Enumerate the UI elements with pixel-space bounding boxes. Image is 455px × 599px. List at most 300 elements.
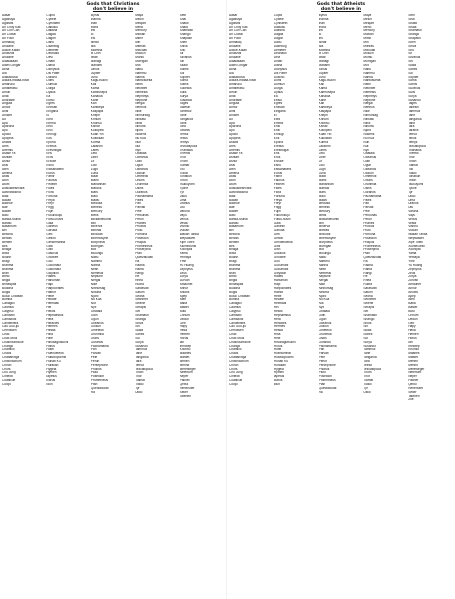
god-name: Breid — [229, 275, 237, 279]
god-name: Kane — [318, 98, 327, 102]
god-name: Zeus — [179, 271, 187, 275]
god-name: Sarasvati — [363, 286, 377, 290]
god-name: Jupiter — [90, 71, 101, 75]
god-name: Dionysus — [273, 67, 287, 71]
god-name: Ixtab — [90, 56, 98, 60]
god-name: Dumuzi — [46, 83, 58, 87]
god-name: Erzulie — [46, 160, 57, 164]
god-name: Wepwawet — [408, 236, 424, 240]
god-name: Ninkasi — [135, 117, 146, 121]
god-name: Melch — [135, 17, 144, 21]
god-name: Huehueteotl — [273, 352, 291, 356]
god-name: Rangi — [363, 271, 372, 275]
god-name: Imhotep — [179, 344, 192, 348]
god-name: Jupiter — [318, 71, 329, 75]
god-name: Ukko — [408, 194, 416, 198]
god-name: Sucellus — [179, 87, 192, 91]
god-name: Ao — [2, 117, 6, 121]
god-name: Emma — [46, 121, 56, 125]
god-name: Nergal — [135, 102, 145, 106]
god-name: Nodens — [363, 133, 375, 137]
god-name: Skadi — [135, 329, 144, 333]
god-name: Maya — [363, 14, 372, 17]
god-name: Ares — [2, 144, 9, 148]
god-name: Meno — [135, 25, 144, 29]
god-name: Khnum — [90, 117, 101, 121]
god-name: Amarucu — [2, 83, 15, 87]
god-name: Ymir — [408, 260, 415, 263]
god-name: Luna — [90, 171, 98, 175]
god-name: Indra — [318, 25, 326, 29]
god-name: Ouranos — [135, 190, 148, 194]
god-name: Hanuman — [273, 279, 288, 283]
god-name: Oceanus — [363, 156, 377, 160]
god-name: Tiki — [179, 167, 185, 171]
god-name: Onuris — [363, 179, 373, 183]
god-name: Dazhbog — [273, 44, 287, 48]
god-name: Bachue — [2, 202, 13, 206]
god-name: Bes — [229, 244, 235, 248]
god-name: Shai — [179, 17, 186, 21]
god-name: Ashtart — [229, 156, 240, 160]
god-name: Heka — [408, 329, 416, 333]
god-name: Fukurokuju — [46, 213, 63, 217]
god-name: Hurakan — [273, 363, 286, 367]
god-name: Nu Kua — [90, 298, 102, 302]
god-name: Varuna — [179, 210, 190, 214]
god-name: Buto — [408, 309, 415, 313]
god-name: Ogun — [318, 317, 327, 321]
god-name: Prometheus — [135, 244, 153, 248]
god-name: Tara — [135, 359, 142, 363]
god-name: Baal — [2, 194, 9, 198]
god-name: Ra — [90, 390, 95, 394]
god-name: Manannan — [90, 183, 106, 187]
god-name: Tiki — [408, 167, 414, 171]
god-name: Parvati — [90, 352, 101, 356]
god-name: Aasar — [2, 14, 11, 17]
god-name: Sedna — [135, 294, 145, 298]
god-name: Pele — [363, 210, 370, 214]
god-name: Njord — [363, 129, 372, 133]
god-name: Qebui — [179, 383, 189, 386]
god-name: Ahuitzotl — [229, 52, 242, 56]
god-name: Lakshmi — [318, 144, 331, 148]
god-name: Leto — [318, 152, 325, 156]
god-name: Venus — [408, 217, 418, 221]
god-name: Andraste — [229, 98, 242, 102]
god-name: Phanes — [135, 221, 146, 225]
god-name: Buddha — [2, 286, 13, 290]
god-name: Apep — [179, 294, 188, 298]
god-name: Dedun — [179, 317, 189, 321]
god-name: Neptune — [90, 275, 103, 279]
god-name: Melch — [363, 17, 372, 21]
god-name: Gwydion — [273, 271, 287, 275]
god-name: Ashtart — [2, 156, 13, 160]
god-name: Amaterasu — [2, 87, 18, 91]
god-name: Fujin — [46, 210, 54, 214]
god-name: Mawu — [318, 198, 328, 202]
god-name: Io — [318, 33, 322, 37]
god-name: Yama — [179, 252, 188, 256]
god-name: Tane — [135, 352, 143, 356]
god-name-columns — [2, 14, 224, 599]
god-name: Phobos — [363, 225, 375, 229]
god-name: Bumba — [229, 298, 240, 302]
god-name: Kishar — [318, 125, 328, 129]
god-name: Faunus — [273, 179, 285, 183]
god-name: Ometeotl — [363, 175, 377, 179]
god-name: Eurus — [46, 171, 55, 175]
god-name: Mars — [318, 190, 326, 194]
god-name: Perkunas — [363, 213, 377, 217]
god-name: Hathor — [273, 290, 284, 294]
god-name: Hapi — [273, 283, 281, 287]
god-name: Radha — [363, 263, 373, 267]
god-name: Tyr — [363, 386, 368, 390]
god-name: Nergal — [363, 102, 373, 106]
god-name: Shen — [408, 40, 416, 44]
god-name: Anuket — [229, 113, 239, 117]
god-name: Prometheus — [318, 379, 336, 383]
god-name: Kagu-tsuchi — [90, 79, 108, 83]
god-name: Fukurokuju — [273, 213, 290, 217]
god-name: Dumuzi — [273, 83, 285, 87]
god-name: Obatala — [90, 309, 102, 313]
god-name: Morrigan — [135, 60, 148, 64]
god-name: Eos — [46, 137, 52, 140]
god-name: Coatlicue — [2, 379, 16, 383]
god-name: Sopdet — [408, 75, 419, 79]
god-name: Sin — [408, 60, 413, 64]
god-name: Anat — [2, 94, 9, 98]
god-name: Tane — [363, 352, 371, 356]
god-name: Kishar — [90, 125, 100, 129]
god-name: Camazotz — [2, 317, 17, 321]
god-name: Cerridwen — [2, 329, 17, 333]
god-name: Maat — [90, 175, 98, 179]
god-name: Mawu — [90, 198, 100, 202]
god-name: Mercury — [363, 29, 375, 33]
name-column — [319, 14, 363, 599]
god-name: Zephyrus — [179, 267, 193, 271]
god-name: Ninhursag — [318, 286, 334, 290]
god-name: Shapash — [408, 37, 421, 41]
god-name: Set — [135, 309, 140, 313]
god-name: Ra — [135, 260, 140, 263]
god-name: Mictlan — [135, 33, 146, 37]
god-name: Thoth — [135, 371, 144, 375]
god-name: Pluto — [135, 229, 143, 233]
god-name: Diana — [273, 63, 283, 67]
god-name: Ishtar — [90, 40, 99, 44]
god-name: Ea — [46, 94, 51, 98]
god-name: Tara — [363, 359, 370, 363]
god-name: Ahmakiq — [229, 40, 242, 44]
god-name: Tatenen — [179, 394, 191, 398]
god-name: Mithras — [318, 229, 330, 233]
god-name: Okeanos — [318, 321, 332, 325]
god-name: Orunmila — [318, 333, 332, 337]
god-name: Hapi — [46, 283, 53, 287]
god-name: Priapus — [363, 240, 375, 244]
god-name: Sol — [179, 71, 185, 75]
god-name: Hera — [273, 317, 281, 321]
god-name: Arawa — [2, 140, 12, 144]
god-name: Medusa — [90, 202, 103, 206]
god-name: Susanoo — [179, 98, 193, 102]
god-name: Orunmila — [135, 183, 149, 187]
god-name: Montu — [363, 56, 373, 60]
god-name: Njord — [318, 294, 327, 298]
god-name: Erebus — [46, 144, 57, 148]
god-name: Hel — [46, 306, 52, 310]
god-name: Tefnut — [408, 133, 417, 137]
god-name: Brahma — [229, 263, 241, 267]
god-name: Enki — [273, 125, 280, 129]
god-name: Bhaga — [2, 248, 12, 252]
god-name: Aasar — [229, 14, 238, 17]
god-name: Ometeotl — [318, 329, 332, 333]
god-name: Neith — [135, 83, 143, 87]
god-name: Hebe — [273, 294, 282, 298]
god-name: Ah Puch — [229, 37, 242, 41]
god-name: Olokun — [318, 325, 329, 329]
god-name: Durga — [46, 87, 56, 91]
god-name: Freyr — [273, 202, 282, 206]
god-name: Mot — [318, 248, 324, 252]
god-name: Mithras — [90, 229, 102, 233]
god-name: Poseidon — [363, 236, 377, 240]
god-name: Kokopelli — [318, 129, 332, 133]
god-name: Sin — [363, 325, 368, 329]
page-divider — [226, 0, 227, 599]
god-name: Hygeia — [46, 367, 57, 371]
god-name: Nabu — [363, 67, 372, 71]
god-name-columns — [229, 14, 453, 599]
god-name: Set — [363, 309, 369, 313]
god-name: Vesta — [179, 221, 188, 225]
god-name: Pachamama — [318, 344, 337, 348]
god-name: Alakaloosa — [2, 75, 18, 79]
god-name: Surya — [179, 94, 188, 98]
god-name: Anhor — [2, 106, 11, 110]
god-name: Anguta — [229, 102, 240, 106]
god-name: Chattaninga — [229, 356, 247, 360]
god-name: Neptune — [135, 98, 148, 102]
god-name: Aiaalakaan — [2, 60, 18, 64]
god-name: Khepri — [90, 113, 101, 117]
god-name: Janus — [90, 67, 100, 71]
god-name: Amun — [229, 90, 238, 94]
god-name: Fafnir — [273, 175, 282, 179]
god-name: Shamash — [135, 313, 149, 317]
god-name: Vesta — [408, 221, 417, 225]
god-name: Daksha — [46, 29, 58, 33]
god-name: Illyrus — [318, 14, 327, 17]
god-name: Ukko — [135, 390, 143, 394]
god-name: Ninlil — [135, 121, 143, 125]
god-name: Utu — [179, 206, 185, 210]
name-column — [91, 14, 134, 599]
god-name: Huitzilopochtli — [273, 356, 294, 360]
god-name: Thor — [408, 156, 415, 160]
god-name: Benten — [2, 240, 13, 244]
god-name: Camaxtli — [229, 313, 242, 317]
god-name: Agdistis — [2, 21, 14, 25]
christians-list-title — [2, 2, 224, 12]
god-name: Apa — [2, 121, 8, 125]
god-name: Nantosuelta — [363, 79, 381, 83]
god-name: Illyrus — [90, 14, 100, 17]
god-name: Wakan Tanka — [179, 233, 199, 237]
god-name: Utu — [408, 206, 414, 210]
god-name: Danu — [273, 40, 282, 44]
god-name: Harpocrates — [273, 286, 292, 290]
god-name: Serapis — [135, 306, 146, 310]
god-name: Lugh — [90, 167, 98, 171]
god-name: Inari — [318, 21, 325, 25]
god-name: Shiva — [408, 44, 417, 48]
god-name: Eos — [273, 137, 280, 140]
god-name: Nekhbet — [135, 87, 148, 91]
god-name: Alakaloosa — [229, 75, 245, 79]
god-name: Kasyapa — [318, 110, 331, 114]
god-name: Xochipilli — [408, 248, 421, 252]
god-name: Pele — [318, 356, 325, 360]
god-name: Nephthys — [135, 94, 149, 98]
god-name: Sobek — [179, 67, 189, 71]
god-name: Yemaya — [179, 256, 191, 260]
god-name: Mnemosyne — [318, 236, 336, 240]
god-name: Asase Ya — [229, 152, 243, 156]
god-name: Perkunas — [135, 213, 149, 217]
god-name: Bragi — [2, 260, 10, 263]
god-name: Ogun — [363, 163, 372, 167]
god-name: Min — [90, 221, 96, 225]
god-name: Parvati — [135, 206, 146, 210]
god-name: Andraste — [2, 98, 15, 102]
god-name: Sekhmet — [135, 298, 148, 302]
god-name: Perun — [135, 217, 144, 221]
god-name: Itzamna — [90, 48, 103, 52]
god-name: Themis — [179, 152, 191, 156]
name-column — [135, 14, 178, 599]
god-name: Okeanos — [90, 321, 104, 325]
god-name: Coatlicue — [229, 379, 243, 383]
god-name: Hunab Ku — [273, 359, 288, 363]
god-name: Chibchachum — [2, 359, 22, 363]
god-name: Mimir — [363, 37, 372, 41]
god-name: Heracles — [46, 321, 59, 325]
god-name: Doris — [273, 79, 282, 83]
god-name: Arawa — [229, 140, 239, 144]
god-name: Tane — [179, 113, 187, 117]
god-name: Obatala — [135, 152, 147, 156]
god-name: Sobek — [408, 67, 418, 71]
god-name: Tiamat — [179, 163, 190, 167]
god-name: Alaura-mataa-rusib — [2, 79, 30, 83]
god-name: Ninlil — [363, 121, 371, 125]
god-name: Mixcoatl — [90, 233, 103, 237]
god-name: Cabaguil — [2, 302, 15, 306]
god-name: Thoth — [363, 371, 372, 375]
god-name: Maahes — [408, 352, 420, 356]
god-name: Nergal — [90, 279, 101, 283]
god-name: Hina — [46, 333, 53, 337]
god-name: Eurus — [273, 171, 283, 175]
god-name: Inari — [90, 21, 97, 25]
god-name: Bachue — [229, 202, 240, 206]
god-name: Min — [135, 40, 141, 44]
god-name: Hanuman — [46, 279, 61, 283]
god-name: Kanaloa — [318, 94, 331, 98]
god-name: Tonatiuh — [408, 175, 421, 179]
god-name: Uma — [408, 198, 415, 202]
god-name: Sif — [408, 52, 412, 56]
god-name: Thanatos — [408, 148, 422, 152]
god-name: Sobek — [363, 333, 373, 337]
god-name: Brahma — [2, 263, 14, 267]
god-name: Egres — [273, 102, 283, 106]
god-name: Ennugi — [273, 133, 284, 137]
god-name: Nut — [90, 302, 96, 306]
god-name: Athena — [229, 171, 240, 175]
god-name: Vishnu — [408, 225, 418, 229]
god-name: Khnum — [318, 117, 329, 121]
god-name: Hecate — [273, 298, 284, 302]
god-name: Luna — [318, 171, 326, 175]
god-name: Demeter — [273, 48, 287, 52]
god-name: Ah Cun Can — [229, 29, 247, 33]
god-name: Ptah — [90, 383, 98, 386]
god-name: Wakan Tanka — [408, 233, 428, 237]
god-name: Fedelm — [46, 183, 58, 187]
god-name: Mot — [135, 63, 141, 67]
god-name: Nyx — [135, 148, 141, 152]
god-name: Rama — [363, 267, 372, 271]
name-column — [46, 14, 89, 599]
god-name: Camaxtli — [2, 313, 15, 317]
god-name: Dagda — [273, 33, 284, 37]
god-name: Morrigan — [90, 244, 104, 248]
god-name: Heimdall — [46, 302, 59, 306]
god-name: Shu — [179, 48, 186, 52]
god-name: Chango — [2, 344, 14, 348]
god-name: Nu Kua — [363, 137, 375, 140]
god-name: Wepwawet — [179, 236, 196, 240]
god-name: Ahulane — [229, 56, 241, 60]
god-name: Eled — [273, 117, 281, 121]
god-name: Freyr — [46, 202, 54, 206]
god-name: Iris — [318, 37, 323, 41]
god-name: Taranis — [408, 129, 419, 133]
god-name: Dis Pater — [46, 71, 60, 75]
god-name: Gukumatz — [46, 267, 61, 271]
god-name: Brihaspati — [2, 283, 17, 287]
god-name: Brihaspati — [229, 283, 244, 287]
god-name: Nabu — [135, 67, 143, 71]
god-name: Mimir — [135, 37, 143, 41]
god-name: Morpheus — [318, 240, 333, 244]
god-name: Triton — [408, 179, 417, 183]
god-name: Phobos — [318, 367, 330, 371]
god-name: Aparoha — [2, 125, 15, 129]
god-name: Orunmila — [90, 333, 104, 337]
god-name: Bendis — [2, 236, 12, 240]
god-name: Quetzalcoatl — [135, 256, 153, 260]
